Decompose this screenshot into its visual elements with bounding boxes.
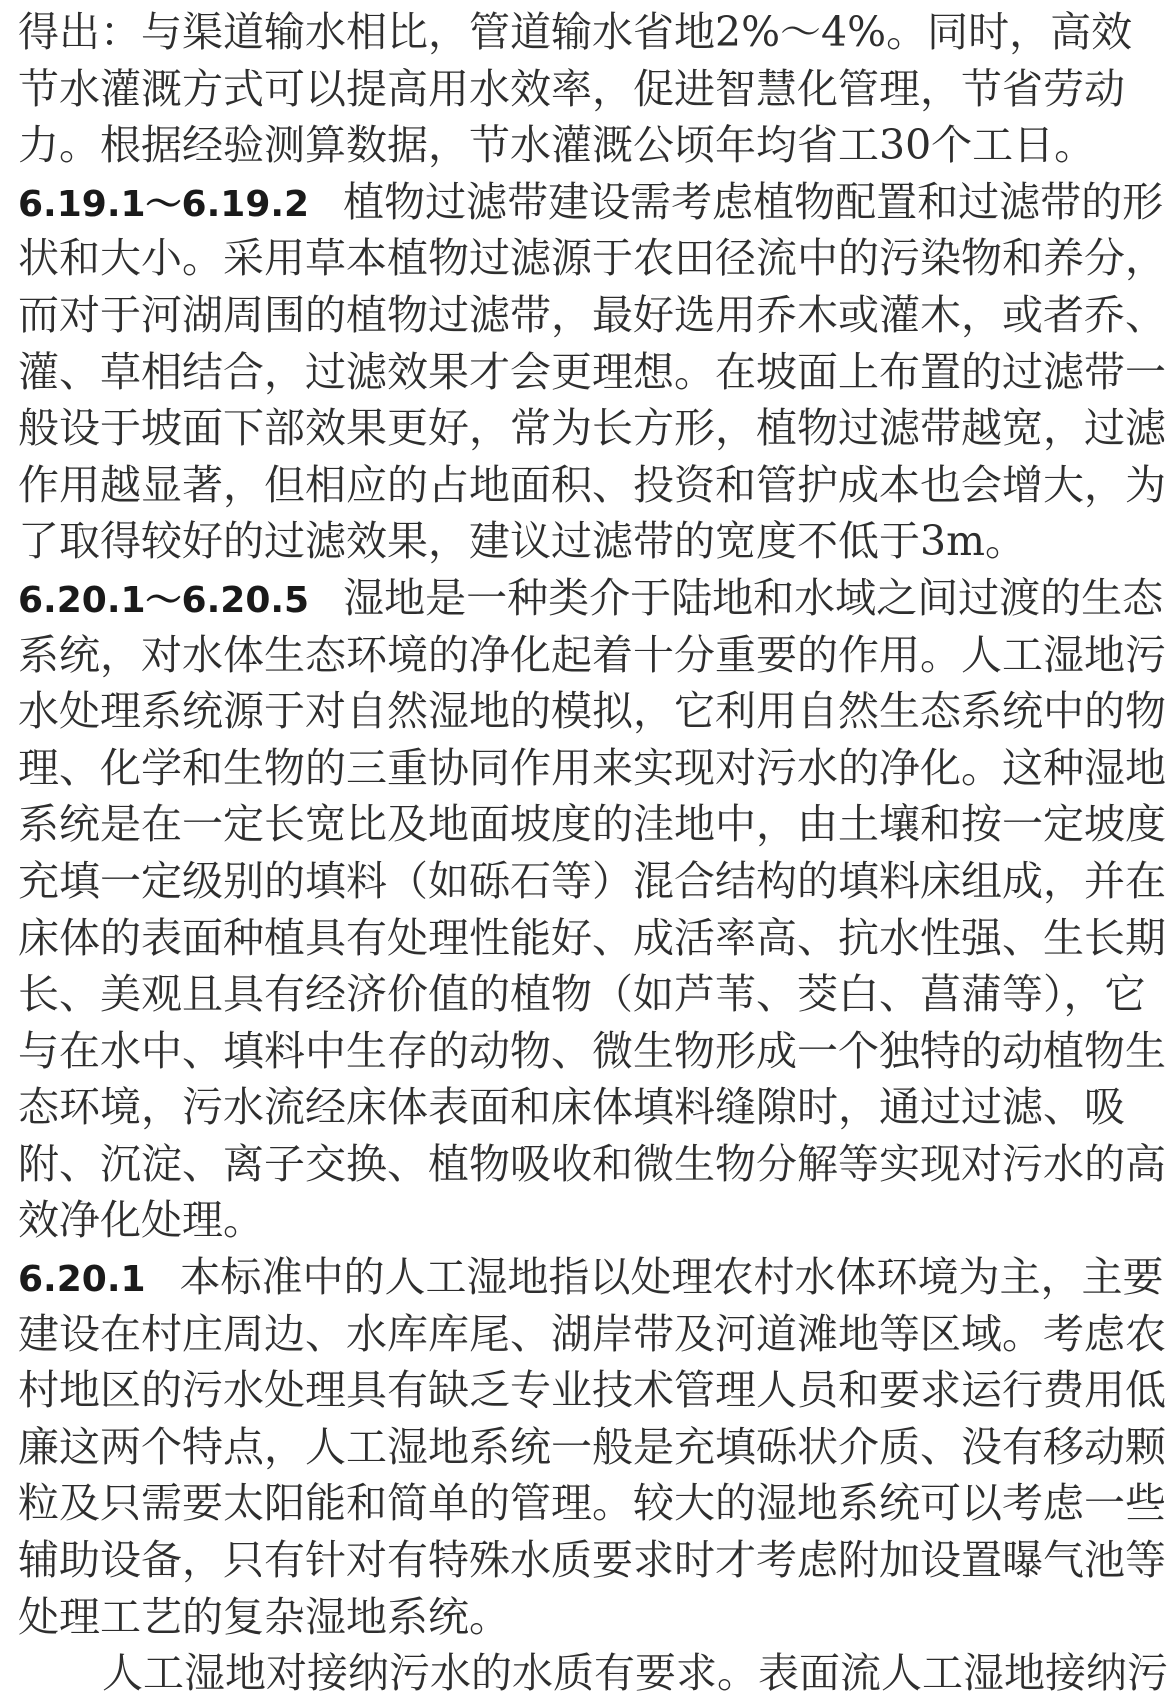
text-line	[18, 1532, 1166, 1589]
line-text: 得出：与渠道输水相比，管道输水省地2%～4%。同时，高效	[18, 8, 1133, 56]
section-heading-line	[18, 174, 1164, 231]
text-line	[18, 853, 1166, 910]
line-text: 本标准中的人工湿地指以处理农村水体环境为主，主要	[179, 1253, 1164, 1302]
text-line	[18, 740, 1166, 797]
text-line	[18, 1136, 1166, 1193]
line-text: 效净化处理。	[18, 1196, 264, 1245]
line-text: 人工湿地对接纳污水的水质有要求。表面流人工湿地接纳污	[102, 1649, 1168, 1698]
line-text: 理、化学和生物的三重协同作用来实现对污水的净化。这种湿地	[18, 743, 1166, 792]
text-line	[18, 344, 1166, 401]
text-line	[18, 966, 1146, 1023]
line-text: 湿地是一种类介于陆地和水域之间过渡的生态	[343, 573, 1164, 622]
text-line	[18, 1589, 1066, 1646]
text-line	[18, 1306, 1166, 1363]
text-line	[18, 627, 1166, 684]
text-line	[18, 230, 1166, 287]
line-text: 系统是在一定长宽比及地面坡度的洼地中，由土壤和按一定坡度	[18, 800, 1166, 849]
text-line	[18, 1645, 1168, 1702]
section-number: 6.20.1～6.20.5	[18, 579, 310, 621]
section-heading-line	[18, 1249, 1164, 1306]
line-text: 粒及只需要太阳能和简单的管理。较大的湿地系统可以考虑一些	[18, 1479, 1166, 1528]
line-text: 系统，对水体生态环境的净化起着十分重要的作用。人工湿地污	[18, 630, 1166, 679]
text-line	[18, 1362, 1166, 1419]
line-text: 力。根据经验测算数据，节水灌溉公顷年均省工30个工日。	[18, 121, 1096, 170]
section-number: 6.19.1～6.19.2	[18, 183, 310, 225]
line-text: 建设在村庄周边、水库库尾、湖岸带及河道滩地等区域。考虑农	[18, 1309, 1166, 1358]
line-text: 床体的表面种植具有处理性能好、成活率高、抗水性强、生长期	[18, 913, 1166, 962]
line-text: 态环境，污水流经床体表面和床体填料缝隙时，通过过滤、吸	[18, 1083, 1125, 1132]
text-line	[18, 4, 1133, 61]
line-text: 节水灌溉方式可以提高用水效率，促进智慧化管理，节省劳动	[18, 64, 1125, 113]
line-text: 灌、草相结合，过滤效果才会更理想。在坡面上布置的过滤带一	[18, 347, 1166, 396]
text-line	[18, 457, 1166, 514]
text-line	[18, 117, 1096, 174]
text-line	[18, 400, 1166, 457]
section-heading-line	[18, 570, 1164, 627]
line-text: 辅助设备，只有针对有特殊水质要求时才考虑附加设置曝气池等	[18, 1536, 1166, 1585]
text-line	[18, 683, 1166, 740]
line-text: 附、沉淀、离子交换、植物吸收和微生物分解等实现对污水的高	[18, 1139, 1166, 1188]
section-number: 6.20.1	[18, 1259, 146, 1301]
text-line	[18, 1023, 1166, 1080]
text-line	[18, 1192, 1066, 1249]
text-line	[18, 1079, 1125, 1136]
line-text: 廉这两个特点，人工湿地系统一般是充填砾状介质、没有移动颗	[18, 1422, 1166, 1471]
text-line	[18, 287, 1166, 344]
line-text: 长、美观且具有经济价值的植物（如芦苇、茭白、菖蒲等），它	[18, 970, 1146, 1019]
line-text: 作用越显著，但相应的占地面积、投资和管护成本也会增大，为	[18, 460, 1166, 509]
text-line	[18, 61, 1125, 118]
text-line	[18, 796, 1166, 853]
line-text: 了取得较好的过滤效果，建议过滤带的宽度不低于3m。	[18, 517, 1026, 566]
line-text: 处理工艺的复杂湿地系统。	[18, 1592, 510, 1641]
line-text: 村地区的污水处理具有缺乏专业技术管理人员和要求运行费用低	[18, 1366, 1166, 1415]
line-text: 状和大小。采用草本植物过滤源于农田径流中的污染物和养分，	[18, 234, 1166, 283]
line-text: 般设于坡面下部效果更好，常为长方形，植物过滤带越宽，过滤	[18, 404, 1166, 453]
line-text: 水处理系统源于对自然湿地的模拟，它利用自然生态系统中的物	[18, 687, 1166, 736]
line-text: 植物过滤带建设需考虑植物配置和过滤带的形	[343, 177, 1164, 226]
line-text: 而对于河湖周围的植物过滤带，最好选用乔木或灌木，或者乔、	[18, 290, 1166, 339]
line-text: 充填一定级别的填料（如砾石等）混合结构的填料床组成，并在	[18, 856, 1166, 905]
text-line	[18, 1475, 1166, 1532]
line-text: 与在水中、填料中生存的动物、微生物形成一个独特的动植物生	[18, 1026, 1166, 1075]
text-line	[18, 513, 1066, 570]
text-line	[18, 1419, 1166, 1476]
text-line	[18, 910, 1166, 967]
